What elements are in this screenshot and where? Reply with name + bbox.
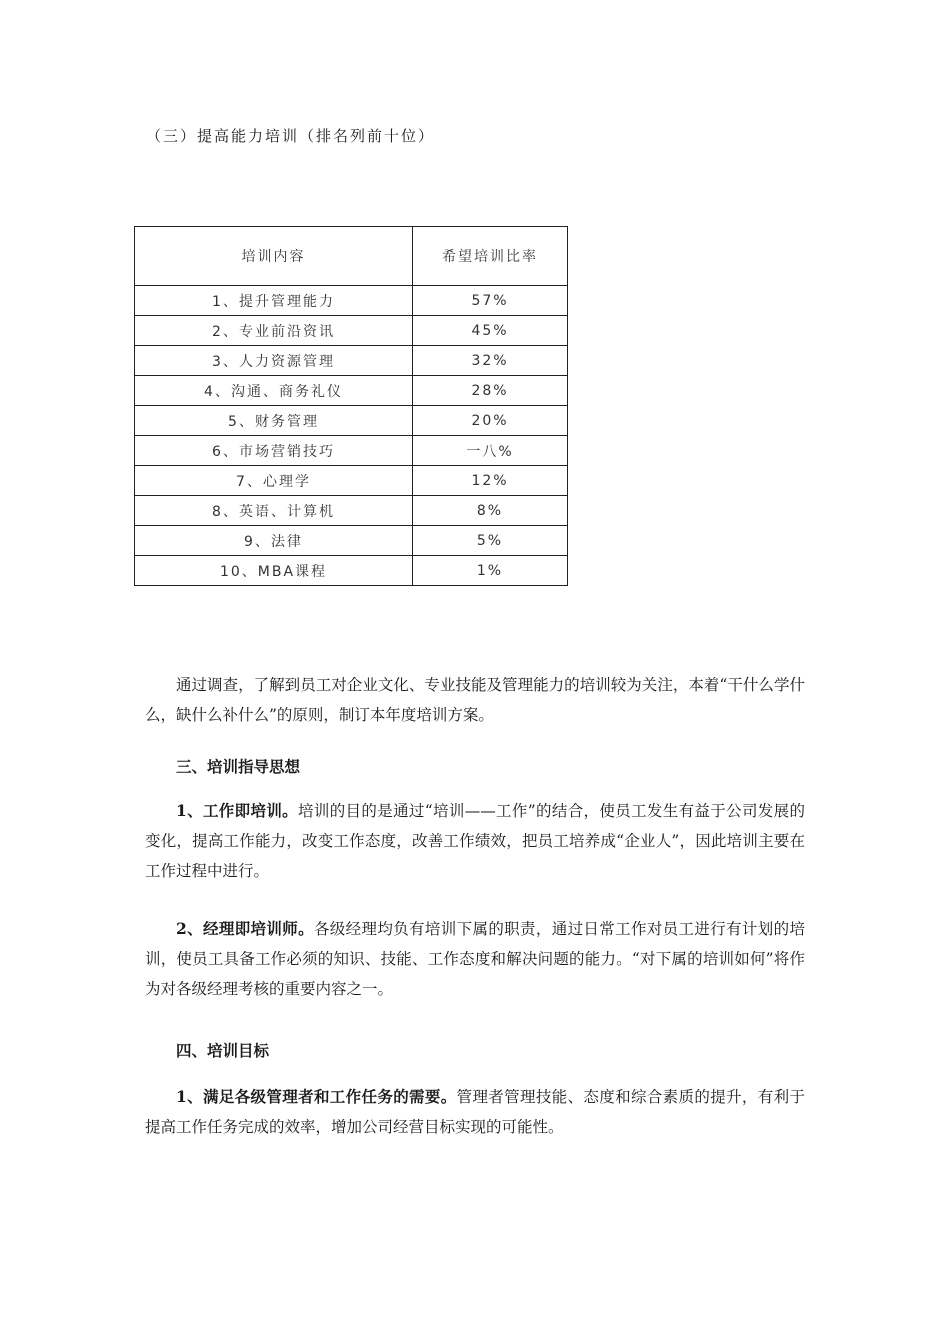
section-title: （三）提高能力培训（排名列前十位） — [146, 127, 436, 145]
cell-rate: 一八% — [413, 436, 568, 466]
table-row — [135, 466, 568, 496]
table-row — [135, 436, 568, 466]
heading-training-philosophy: 三、培训指导思想 — [176, 757, 301, 776]
cell-rate: 8% — [413, 496, 568, 526]
cell-rate: 57% — [413, 286, 568, 316]
column-header-rate: 希望培训比率 — [413, 227, 568, 286]
table-row — [135, 346, 568, 376]
cell-rate: 45% — [413, 316, 568, 346]
paragraph-work-is-training — [145, 796, 805, 886]
column-header-content: 培训内容 — [135, 227, 413, 286]
table-row — [135, 316, 568, 346]
training-preference-table — [134, 226, 568, 586]
lead-manager-is-trainer: 2、经理即培训师。 — [176, 919, 314, 938]
cell-content: 1、提升管理能力 — [135, 286, 413, 316]
text-work-is-training: 培训的目的是通过“培训——工作”的结合，使员工发生有益于公司发展的变化，提高工作能力，改变工作态度，改善工作绩效，把员工培养成“企业人”，因此培训主要在工作过程中进行。 — [145, 802, 805, 880]
paragraph-manager-is-trainer — [145, 914, 805, 1004]
paragraph-meet-manager-needs — [145, 1082, 805, 1142]
cell-content: 7、心理学 — [135, 466, 413, 496]
lead-work-is-training: 1、工作即培训。 — [176, 801, 299, 820]
cell-rate: 5% — [413, 526, 568, 556]
lead-meet-manager-needs: 1、满足各级管理者和工作任务的需要。 — [176, 1087, 457, 1106]
table-row — [135, 286, 568, 316]
table-row — [135, 406, 568, 436]
cell-rate: 20% — [413, 406, 568, 436]
cell-rate: 32% — [413, 346, 568, 376]
table-row — [135, 496, 568, 526]
cell-content: 6、市场营销技巧 — [135, 436, 413, 466]
text-manager-is-trainer: 各级经理均负有培训下属的职责，通过日常工作对员工进行有计划的培训，使员工具备工作必须的知识、技能、工作态度和解决问题的能力。“对下属的培训如何”将作为对各级经理考核的重要内容之一。 — [145, 920, 805, 998]
table-header-row — [135, 227, 568, 286]
cell-rate: 1% — [413, 556, 568, 586]
cell-content: 9、法律 — [135, 526, 413, 556]
cell-content: 3、人力资源管理 — [135, 346, 413, 376]
heading-training-goals: 四、培训目标 — [176, 1041, 270, 1060]
cell-content: 2、专业前沿资讯 — [135, 316, 413, 346]
text-meet-manager-needs: 管理者管理技能、态度和综合素质的提升，有利于提高工作任务完成的效率，增加公司经营目标实现的可能性。 — [145, 1088, 805, 1136]
survey-summary-paragraph: 通过调查，了解到员工对企业文化、专业技能及管理能力的培训较为关注，本着“干什么学什么，缺什么补什么”的原则，制订本年度培训方案。 — [145, 676, 805, 724]
cell-rate: 12% — [413, 466, 568, 496]
table-row — [135, 526, 568, 556]
cell-rate: 28% — [413, 376, 568, 406]
cell-content: 5、财务管理 — [135, 406, 413, 436]
cell-content: 10、MBA课程 — [135, 556, 413, 586]
table-row — [135, 556, 568, 586]
cell-content: 8、英语、计算机 — [135, 496, 413, 526]
table-row — [135, 376, 568, 406]
cell-content: 4、沟通、商务礼仪 — [135, 376, 413, 406]
